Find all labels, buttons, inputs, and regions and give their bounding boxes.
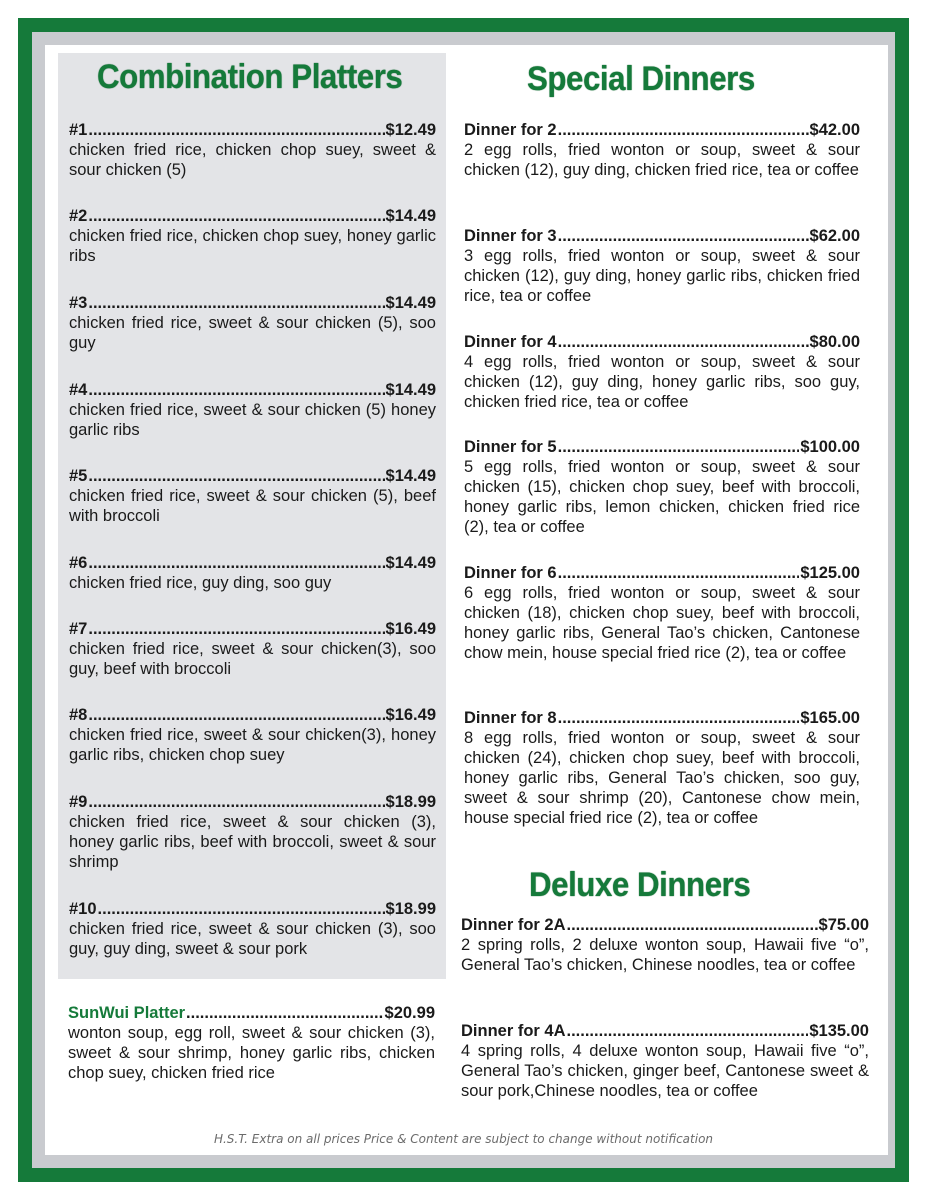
item-description: 4 egg rolls, fried wonton or soup, sweet & sour chicken (12), guy ding, honey garlic ribs, soo guy, chicken fried rice, tea or coffee <box>464 353 860 411</box>
leader-dots <box>558 226 809 246</box>
special-dinner-8 <box>464 708 860 828</box>
combo-item-2 <box>69 206 436 266</box>
item-price: $165.00 <box>800 709 860 727</box>
combination-platters-heading: Combination Platters <box>97 58 403 96</box>
item-price: $75.00 <box>818 916 869 934</box>
item-description: chicken fried rice, sweet & sour chicken (5), beef with broccoli <box>69 487 436 525</box>
item-name: Dinner for 3 <box>464 227 557 245</box>
item-price: $80.00 <box>809 333 860 351</box>
item-price: $14.49 <box>385 554 436 572</box>
item-price: $14.49 <box>385 294 436 312</box>
item-description: wonton soup, egg roll, sweet & sour chicken (3), sweet & sour shrimp, honey garlic ribs, chicken chop suey, chicken fried rice <box>68 1024 435 1082</box>
item-name: Dinner for 4 <box>464 333 557 351</box>
item-name: Dinner for 2A <box>461 916 566 934</box>
special-dinner-4 <box>464 332 860 412</box>
item-description: chicken fried rice, chicken chop suey, sweet & sour chicken (5) <box>69 141 436 179</box>
leader-dots <box>88 619 384 639</box>
combo-item-9 <box>69 792 436 872</box>
item-description: chicken fried rice, guy ding, soo guy <box>69 574 332 592</box>
deluxe-dinner-2a <box>461 915 869 975</box>
item-price: $14.49 <box>385 381 436 399</box>
item-price: $14.49 <box>385 467 436 485</box>
item-price: $42.00 <box>809 121 860 139</box>
item-description: 2 spring rolls, 2 deluxe wonton soup, Hawaii five “o”, General Tao’s chicken, Chinese noodles, tea or coffee <box>461 936 869 974</box>
leader-dots <box>88 293 384 313</box>
item-name: Dinner for 6 <box>464 564 557 582</box>
item-name: #5 <box>69 467 88 485</box>
special-dinners-heading: Special Dinners <box>527 60 755 98</box>
leader-dots <box>88 792 384 812</box>
leader-dots <box>88 380 384 400</box>
leader-dots <box>558 708 800 728</box>
item-description: chicken fried rice, sweet & sour chicken (3), honey garlic ribs, beef with broccoli, sweet & sour shrimp <box>69 813 436 871</box>
item-name: #10 <box>69 900 97 918</box>
footer-note: H.S.T. Extra on all prices Price & Content are subject to change without notification <box>213 1132 714 1146</box>
item-description: chicken fried rice, sweet & sour chicken (3), soo guy, guy ding, sweet & sour pork <box>69 920 436 958</box>
item-description: 4 spring rolls, 4 deluxe wonton soup, Hawaii five “o”, General Tao’s chicken, ginger beef, Cantonese sweet & sour pork,Chinese noodles, tea or coffee <box>461 1042 869 1100</box>
leader-dots <box>567 1021 809 1041</box>
item-name: #3 <box>69 294 88 312</box>
special-dinner-3 <box>464 226 860 306</box>
item-price: $18.99 <box>385 793 436 811</box>
combo-item-10 <box>69 899 436 959</box>
item-description: chicken fried rice, chicken chop suey, honey garlic ribs <box>69 227 436 265</box>
special-dinner-6 <box>464 563 860 663</box>
leader-dots <box>558 437 800 457</box>
item-description: chicken fried rice, sweet & sour chicken (5) honey garlic ribs <box>69 401 436 439</box>
leader-dots <box>88 120 384 140</box>
item-description: 2 egg rolls, fried wonton or soup, sweet & sour chicken (12), guy ding, chicken fried rice, tea or coffee <box>464 141 860 179</box>
special-dinner-2 <box>464 120 860 180</box>
item-name: #9 <box>69 793 88 811</box>
deluxe-dinner-4a <box>461 1021 869 1101</box>
item-description: 3 egg rolls, fried wonton or soup, sweet & sour chicken (12), guy ding, honey garlic ribs, chicken fried rice, tea or coffee <box>464 247 860 305</box>
leader-dots <box>88 553 384 573</box>
item-description: chicken fried rice, sweet & sour chicken(3), soo guy, beef with broccoli <box>69 640 436 678</box>
leader-dots <box>88 705 384 725</box>
combo-item-3 <box>69 293 436 353</box>
item-price: $20.99 <box>384 1004 435 1022</box>
item-price: $135.00 <box>809 1022 869 1040</box>
leader-dots <box>88 206 384 226</box>
deluxe-dinners-heading: Deluxe Dinners <box>529 866 751 904</box>
item-description: 6 egg rolls, fried wonton or soup, sweet & sour chicken (18), chicken chop suey, beef with broccoli, honey garlic ribs, General Tao’s chicken, Cantonese chow mein, house special fried rice (2), tea or coffee <box>464 584 860 662</box>
combo-item-7 <box>69 619 436 679</box>
item-name: Dinner for 4A <box>461 1022 566 1040</box>
item-price: $12.49 <box>385 121 436 139</box>
item-name: #7 <box>69 620 88 638</box>
item-name: #2 <box>69 207 88 225</box>
leader-dots <box>558 332 809 352</box>
item-price: $14.49 <box>385 207 436 225</box>
item-price: $16.49 <box>385 620 436 638</box>
leader-dots <box>88 466 384 486</box>
leader-dots <box>558 563 800 583</box>
item-name: #6 <box>69 554 88 572</box>
leader-dots <box>567 915 818 935</box>
item-name: #1 <box>69 121 88 139</box>
item-description: 8 egg rolls, fried wonton or soup, sweet & sour chicken (24), chicken chop suey, beef with broccoli, honey garlic ribs, General Tao’s chicken, soo guy, sweet & sour shrimp (20), Cantonese chow mein, house special fried rice (2), tea or coffee <box>464 729 860 827</box>
item-price: $18.99 <box>385 900 436 918</box>
item-description: chicken fried rice, sweet & sour chicken(3), honey garlic ribs, chicken chop suey <box>69 726 436 764</box>
item-name: #8 <box>69 706 88 724</box>
leader-dots <box>186 1003 383 1023</box>
item-name: Dinner for 2 <box>464 121 557 139</box>
item-price: $125.00 <box>800 564 860 582</box>
combo-item-5 <box>69 466 436 526</box>
item-price: $62.00 <box>809 227 860 245</box>
item-price: $100.00 <box>800 438 860 456</box>
leader-dots <box>558 120 809 140</box>
combo-item-8 <box>69 705 436 765</box>
item-name: #4 <box>69 381 88 399</box>
item-description: 5 egg rolls, fried wonton or soup, sweet & sour chicken (15), chicken chop suey, beef with broccoli, honey garlic ribs, lemon chicken, chicken fried rice (2), tea or coffee <box>464 458 860 536</box>
combo-item-6 <box>69 553 436 593</box>
item-description: chicken fried rice, sweet & sour chicken (5), soo guy <box>69 314 436 352</box>
item-name: Dinner for 8 <box>464 709 557 727</box>
sunwui-platter <box>68 1003 435 1083</box>
item-price: $16.49 <box>385 706 436 724</box>
combo-item-1 <box>69 120 436 180</box>
special-dinner-5 <box>464 437 860 537</box>
item-name: SunWui Platter <box>68 1004 186 1022</box>
combo-item-4 <box>69 380 436 440</box>
leader-dots <box>98 899 385 919</box>
item-name: Dinner for 5 <box>464 438 557 456</box>
